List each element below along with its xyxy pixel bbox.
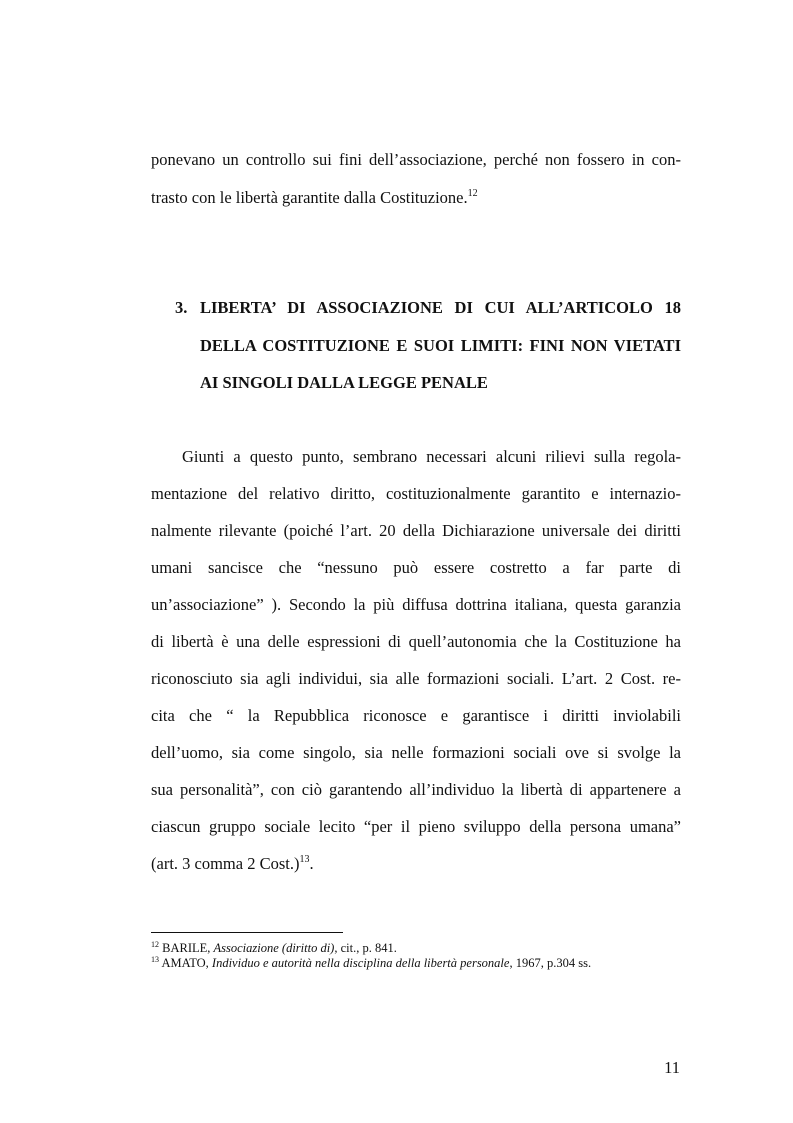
body-line-6	[151, 632, 681, 652]
body-line-1	[182, 447, 681, 467]
body-line-5-text: un’associazione” ). Secondo la più diffusa dottrina italiana, questa garanzia	[151, 595, 681, 614]
footnote-13-author: AMATO,	[161, 956, 212, 970]
intro-line-1-text: ponevano un controllo sui fini dell’associazione, perché non fossero in con-	[151, 150, 681, 169]
section-number: 3.	[175, 298, 188, 317]
intro-line-1	[151, 150, 681, 170]
footnote-ref-12: 12	[467, 188, 478, 199]
footnote-12-title: Associazione (diritto di)	[213, 941, 335, 955]
body-line-10-text: sua personalità”, con ciò garantendo all’individuo la libertà di appartenere a	[151, 780, 681, 799]
section-title-line-1-text: LIBERTA’ DI ASSOCIAZIONE DI CUI ALL’ARTICOLO 18	[200, 298, 681, 317]
body-line-3-text: nalmente rilevante (poiché l’art. 20 della Dichiarazione universale dei diritti	[151, 521, 681, 540]
body-line-4	[151, 558, 681, 578]
footnote-12-number: 12	[151, 940, 159, 949]
footnote-13-number: 13	[151, 955, 159, 964]
body-line-9-text: dell’uomo, sia come singolo, sia nelle formazioni sociali ove si svolge la	[151, 743, 681, 762]
body-line-12	[151, 854, 681, 874]
body-line-12-text: (art. 3 comma 2 Cost.)	[151, 854, 300, 873]
body-line-5	[151, 595, 681, 615]
body-line-11-text: ciascun gruppo sociale lecito “per il pieno sviluppo della persona umana”	[151, 817, 681, 836]
section-title-line-3-text: AI SINGOLI DALLA LEGGE PENALE	[200, 373, 488, 392]
body-line-2-text: mentazione del relativo diritto, costituzionalmente garantito e internazio-	[151, 484, 681, 503]
intro-line-2	[151, 188, 681, 208]
footnote-ref-13: 13	[299, 854, 310, 865]
body-line-11	[151, 817, 681, 837]
section-title-line-2-text: DELLA COSTITUZIONE E SUOI LIMITI: FINI NON VIETATI	[200, 336, 681, 355]
body-line-4-text: umani sancisce che “nessuno può essere costretto a far parte di	[151, 558, 681, 577]
page-number: 11	[664, 1058, 680, 1077]
body-line-2	[151, 484, 681, 504]
intro-line-2-text: trasto con le libertà garantite dalla Costituzione.	[151, 188, 468, 207]
body-line-9	[151, 743, 681, 763]
section-title-line-2	[200, 336, 681, 356]
body-line-7-text: riconosciuto sia agli individui, sia alle formazioni sociali. L’art. 2 Cost. re-	[151, 669, 681, 688]
body-line-8	[151, 706, 681, 726]
body-line-8-text: cita che “ la Repubblica riconosce e garantisce i diritti inviolabili	[151, 706, 681, 725]
footnote-separator	[151, 932, 343, 933]
footnote-13	[151, 956, 591, 970]
body-line-6-text: di libertà è una delle espressioni di quell’autonomia che la Costituzione ha	[151, 632, 681, 651]
body-line-10	[151, 780, 681, 800]
footnote-13-rest: , 1967, p.304 ss.	[509, 956, 592, 970]
footnote-12	[151, 941, 397, 955]
section-title-line-3	[200, 373, 681, 393]
body-line-3	[151, 521, 681, 541]
section-title-line-1	[200, 298, 681, 318]
footnote-12-author: BARILE,	[162, 941, 214, 955]
body-line-1-text: Giunti a questo punto, sembrano necessari alcuni rilievi sulla regola-	[182, 447, 681, 466]
body-line-7	[151, 669, 681, 689]
body-line-12-end: .	[309, 854, 314, 873]
footnote-13-title: Individuo e autorità nella disciplina della libertà personale	[211, 956, 510, 970]
footnote-12-rest: , cit., p. 841.	[334, 941, 397, 955]
